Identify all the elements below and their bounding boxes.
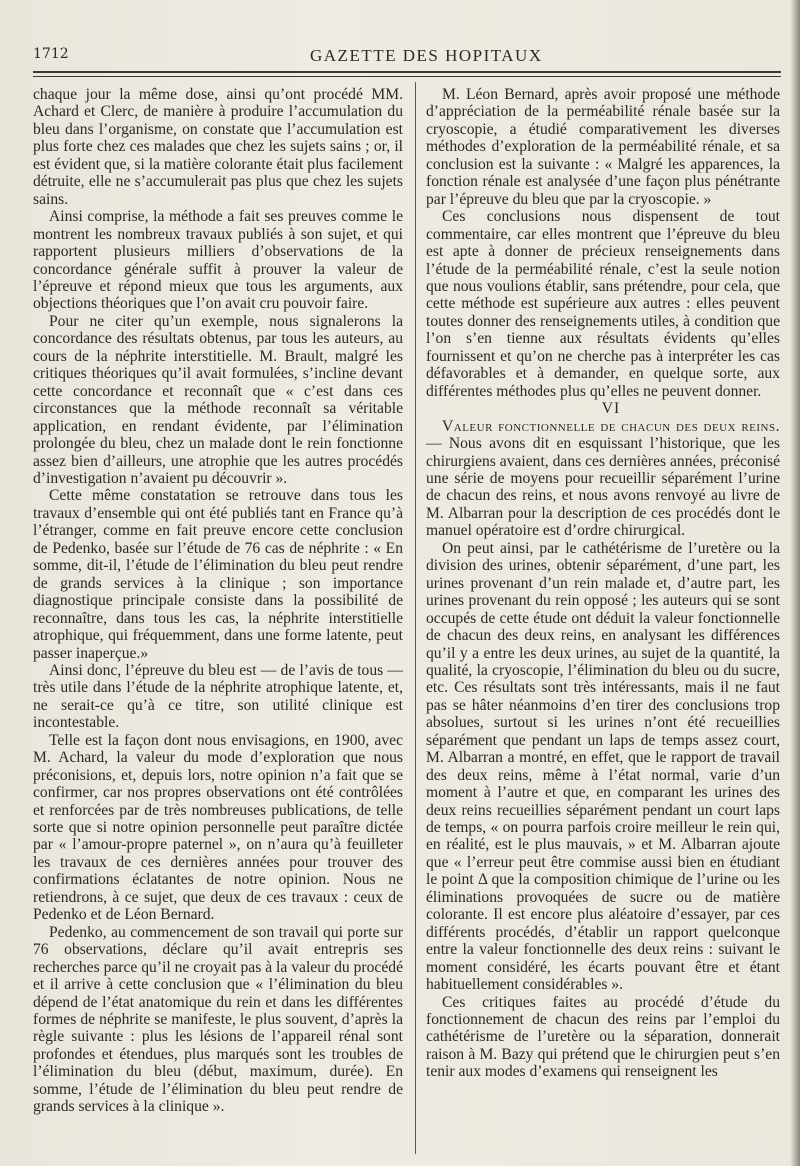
section-number: VI xyxy=(601,400,621,418)
paragraph: Telle est la façon dont nous envisagions, en 1900, avec M. Achard, la valeur du mode d’exploration que nous préconisions, et, depuis lors, notre opinion n’a fait que se confirmer, car nos propres observations ont été contrôlées et renforcées par de très nombreuses publications, de telle sorte que si notre opinion personnelle peut paraître dictée par « l’amour-propre paternel », on n’aura qu’à feuilleter les travaux de ces dernières années pour trouver des confirmations éclatantes de notre opinion. Nous ne retiendrons, à ce sujet, que deux de ces travaux : ceux de Pedenko et de Léon Bernard. xyxy=(33,731,403,924)
paragraph: Ces critiques faites au procédé d’étude du fonctionnement de chacun des reins par l’emploi du cathétérisme de l’uretère ou la séparation, donnerait raison à M. Bazy qui prétend que le chirurgien peut s’en tenir aux modes d’examens qui renseignent les xyxy=(426,993,780,1081)
section-heading: Valeur fonctionnelle de chacun des deux reins. xyxy=(442,417,780,435)
page-number: 1712 xyxy=(33,46,69,62)
section-opening-text: — Nous avons dit en esquissant l’historique, que les chirurgiens avaient, dans ces dernières années, préconisé une série de moyens pour recueillir séparément l’urine de chacun des reins, et nous avons renvoyé au livre de M. Albarran pour la description de ces procédés dont le manuel opératoire est d’ordre chirurgical. xyxy=(426,435,780,540)
paragraph: chaque jour la même dose, ainsi qu’ont procédé MM. Achard et Clerc, de manière à produire l’accumulation du bleu dans l’organisme, on constate que l’accumulation est plus forte chez ces malades que chez les sujets sains ; or, il est évident que, si la matière colorante était plus facilement détruite, elle ne s’accumulerait pas plus que chez les sujets sains. xyxy=(33,86,403,208)
left-column xyxy=(33,86,403,1116)
paragraph: Ces conclusions nous dispensent de tout commentaire, car elles montrent que l’épreuve du bleu est apte à donner de précieux renseignements dans l’étude de la perméabilité rénale, c’est la seule notion que nous voulions établir, sans prétendre, pour cela, que cette méthode est supérieure aux autres : elles peuvent toutes donner des renseignements utiles, à condition que l’on s’en tienne aux résultats évidents qu’elles fournissent et qu’on ne cherche pas à interpréter les cas défavorables et à demander, en quelque sorte, aux différentes méthodes plus qu’elles ne peuvent donner. xyxy=(426,208,780,400)
header-rule-thick xyxy=(33,71,781,73)
section-opening-paragraph xyxy=(426,418,780,540)
paragraph: Pour ne citer qu’un exemple, nous signalerons la concordance des résultats obtenus, par tous les auteurs, au cours de la néphrite interstitielle. M. Brault, malgré les critiques théoriques qu’il avait formulées, s’incline devant cette concordance et reconnaît que « c’est dans ces circonstances que la méthode reconnaît sa véritable application, en rendant évidente, par l’élimination prolongée du bleu, chez un malade dont le rein fonctionne assez bien d’ailleurs, une atrophie que les autres procédés d’investigation n’avaient pu découvrir ». xyxy=(33,312,403,487)
paragraph: Pedenko, au commencement de son travail qui porte sur 76 observations, déclare qu’il avait entrepris ses recherches parce qu’il ne croyait pas à la valeur du procédé et il arrive à cette conclusion que « l’élimination du bleu dépend de l’état anatomique du rein et dans les différentes formes de néphrite se manifeste, le plus souvent, d’après la règle suivante : plus les lésions de l’appareil rénal sont profondes et étendues, plus marqués sont les troubles de l’élimination du bleu (début, maximum, durée). En somme, l’étude de l’élimination du bleu peut rendre de grands services à la clinique ». xyxy=(33,923,403,1116)
right-column xyxy=(426,86,780,1081)
paragraph: Ainsi donc, l’épreuve du bleu est — de l’avis de tous — très utile dans l’étude de la néphrite atrophique latente, et, ne serait-ce qu’à ce titre, son utilité clinique est incontestable. xyxy=(33,661,403,732)
column-divider xyxy=(415,82,416,1154)
paragraph: Ainsi comprise, la méthode a fait ses preuves comme le montrent les nombreux travaux publiés à son sujet, et qui rapportent plusieurs milliers d’observations de la concordance générale suffit à prouver la valeur de l’épreuve et répond mieux que tous les arguments, aux objections théoriques que l’on avait cru pouvoir faire. xyxy=(33,208,403,313)
paragraph: Cette même constatation se retrouve dans tous les travaux d’ensemble qui ont été publiés tant en France qu’à l’étranger, comme en fait preuve encore cette conclusion de Pedenko, basée sur l’étude de 76 cas de néphrite : « En somme, dit-il, l’étude de l’élimination du bleu peut rendre de grands services à la clinique ; son importance diagnostique principale consiste dans la possibilité de reconnaître, dans tous les cas, la néphrite interstitielle atrophique, qui fréquemment, dans une forme latente, peut passer inaperçue.» xyxy=(33,487,403,662)
paragraph: M. Léon Bernard, après avoir proposé une méthode d’appréciation de la perméabilité rénale basée sur la cryoscopie, a étudié comparativement les diverses méthodes d’exploration de la perméabilité rénale, et sa conclusion est la suivante : « Malgré les apparences, la fonction rénale est analysée d’une façon plus pénétrante par l’épreuve du bleu que par la cryoscopie. » xyxy=(426,86,780,208)
binding-shadow xyxy=(790,0,800,1166)
header-rule-thin xyxy=(33,76,781,77)
running-title: GAZETTE DES HOPITAUX xyxy=(310,46,543,65)
paragraph: On peut ainsi, par le cathétérisme de l’uretère ou la division des urines, obtenir séparément, d’une part, les urines provenant d’un rein malade et, d’autre part, les urines provenant du rein opposé ; les auteurs qui se sont occupés de cette étude ont déduit la valeur fonctionnelle de chacun des deux reins, en analysant les différences qu’il y a entre les deux urines, au sujet de la quantité, la qualité, la cryoscopie, l’élimination du bleu ou du sucre, etc. Ces résultats sont très intéressants, mais il ne faut pas se hâter néanmoins d’en tirer des conclusions trop absolues, surtout si les urines n’ont été recueillies séparément que pendant un laps de temps assez court, M. Albarran a montré, en effet, que le rapport de travail des deux reins, même à l’état normal, varie d’un moment à l’autre et que, en comparant les urines des deux reins recueillies séparément pendant un court laps de temps, « on pourra parfois croire meilleur le rein qui, en réalité, est le plus mauvais, » et M. Albarran ajoute que « l’erreur peut être commise aussi bien en étudiant le point Δ que la composition chimique de l’urine ou les éliminations provoquées de sucre ou de matière colorante. Il est encore plus aléatoire d’essayer, par ces différents procédés, d’établir un rapport quelconque entre la valeur fonctionnelle des deux reins : suivant le moment considéré, les écarts pouvant être et étant habituellement considérables ». xyxy=(426,539,780,994)
